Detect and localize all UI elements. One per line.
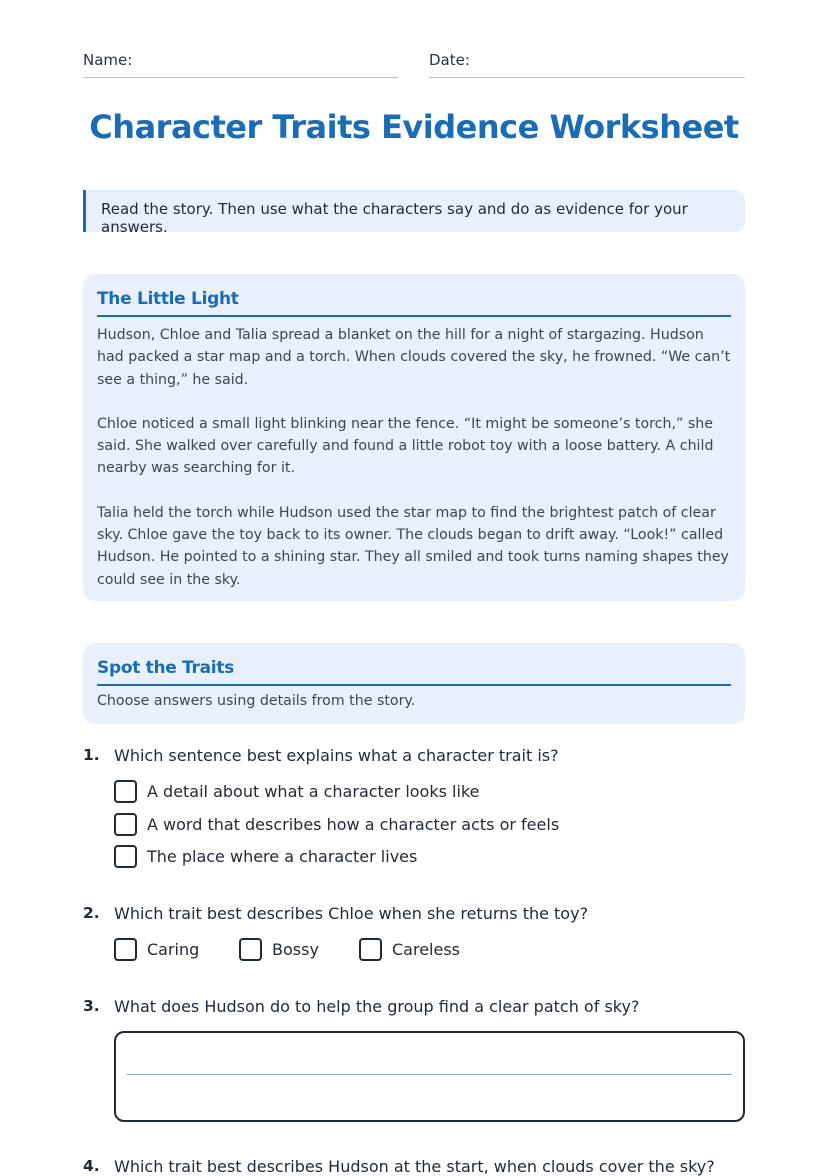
checkbox[interactable] xyxy=(114,780,137,803)
question-text: What does Hudson do to help the group find a clear patch of sky? xyxy=(114,997,640,1016)
option-checkbox[interactable] xyxy=(114,845,417,868)
checkbox[interactable] xyxy=(114,813,137,836)
question-number: 1. xyxy=(83,746,100,764)
checkbox[interactable] xyxy=(114,845,137,868)
option-checkbox[interactable] xyxy=(114,813,559,836)
spot-title: Spot the Traits xyxy=(97,658,731,686)
story-title: The Little Light xyxy=(97,289,731,317)
name-label: Name: xyxy=(83,51,133,69)
option-label: A word that describes how a character acts or feels xyxy=(147,815,560,834)
question-text: Which sentence best explains what a character trait is? xyxy=(114,746,559,765)
option-label: The place where a character lives xyxy=(147,847,418,866)
option-checkbox[interactable] xyxy=(239,938,319,961)
question-number: 4. xyxy=(83,1157,100,1175)
option-checkbox[interactable] xyxy=(359,938,460,961)
story-paragraph: Talia held the torch while Hudson used the star map to find the brightest patch of clear sky. Chloe gave the toy back to its owner. The clouds began to drift away. “Look!” called Hudson. He pointed to a shining star. They all smiled and took turns naming shapes they could see in the sky. xyxy=(97,504,729,588)
answer-box[interactable] xyxy=(114,1031,745,1122)
date-field[interactable] xyxy=(429,51,745,78)
checkbox[interactable] xyxy=(239,938,262,961)
page-title: Character Traits Evidence Worksheet xyxy=(89,108,739,146)
date-label: Date: xyxy=(429,51,470,69)
answer-line xyxy=(127,1074,732,1075)
option-label: Careless xyxy=(392,940,461,959)
checkbox[interactable] xyxy=(359,938,382,961)
option-label: Caring xyxy=(147,940,200,959)
question-text: Which trait best describes Chloe when she returns the toy? xyxy=(114,904,589,923)
spot-traits-panel xyxy=(83,643,745,724)
option-checkbox[interactable] xyxy=(114,938,199,961)
question-number: 3. xyxy=(83,997,100,1015)
story-panel xyxy=(83,274,745,601)
option-label: Bossy xyxy=(272,940,319,959)
spot-subtitle: Choose answers using details from the story. xyxy=(97,693,416,709)
option-label: A detail about what a character looks like xyxy=(147,782,480,801)
option-checkbox[interactable] xyxy=(114,780,479,803)
story-paragraph: Chloe noticed a small light blinking near the fence. “It might be someone’s torch,” she said. She walked over carefully and found a little robot toy with a loose battery. A child nearby was searching for it. xyxy=(97,415,714,477)
instructions-callout: Read the story. Then use what the characters say and do as evidence for your answers. xyxy=(83,190,745,232)
question-text: Which trait best describes Hudson at the start, when clouds cover the sky? xyxy=(114,1157,715,1176)
checkbox[interactable] xyxy=(114,938,137,961)
question-number: 2. xyxy=(83,904,100,922)
story-paragraph: Hudson, Chloe and Talia spread a blanket on the hill for a night of stargazing. Hudson had packed a star map and a torch. When clouds covered the sky, he frowned. “We can’t see a thing,” he said. xyxy=(97,327,731,388)
name-field[interactable] xyxy=(83,51,398,78)
